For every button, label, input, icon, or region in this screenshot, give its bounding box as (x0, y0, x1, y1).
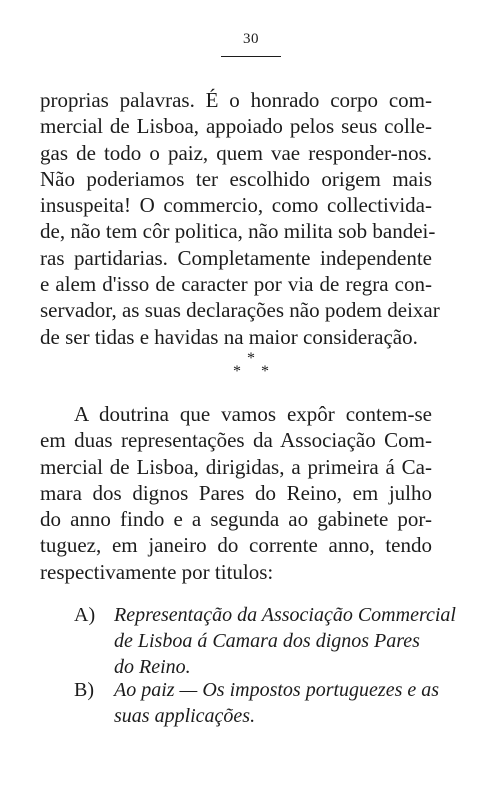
title-line: Representação da Associação Commercial (114, 604, 456, 626)
asterism-divider (0, 352, 502, 378)
title-line: do Reino. (114, 656, 191, 678)
text-line: insuspeita! O commercio, como collectivida- (40, 193, 432, 218)
header-rule (221, 56, 281, 57)
text-line: servador, as suas declarações não podem deixar (40, 298, 440, 323)
text-line: mara dos dignos Pares do Reino, em julho (40, 480, 432, 505)
asterism-bottom: * * (233, 363, 269, 380)
text-line: e alem d'isso de caracter por via de regra con- (40, 272, 432, 297)
paragraph-2 (40, 401, 432, 585)
page-number: 30 (243, 31, 259, 47)
list-marker: B) (74, 679, 94, 701)
text-line: mercial de Lisboa, appoiado pelos seus colle- (40, 114, 432, 139)
list-marker: A) (74, 604, 96, 626)
list-item-title (114, 677, 440, 729)
text-line: em duas representações da Associação Com- (40, 428, 432, 453)
title-line: de Lisboa á Camara dos dignos Pares (114, 630, 420, 652)
text-line: Não poderiamos ter escolhido origem mais (40, 166, 432, 191)
text-line: A doutrina que vamos expôr contem-se (74, 402, 432, 426)
title-line: Ao paiz — Os impostos portuguezes e as (114, 679, 440, 701)
text-line: de ser tidas e havidas na maior consideração. (40, 324, 418, 349)
text-line: mercial de Lisboa, dirigidas, a primeira á Ca- (40, 454, 432, 479)
title-line: suas applicações. (114, 705, 256, 727)
text-line: proprias palavras. É o honrado corpo com- (40, 88, 432, 112)
text-line: gas de todo o paiz, quem vae responder-nos. (40, 140, 432, 165)
text-line: do anno findo e a segunda ao gabinete por- (40, 507, 432, 532)
asterism-top: * (247, 350, 255, 367)
text-line: tuguez, em janeiro do corrente anno, tendo (40, 533, 432, 558)
text-line: ras partidarias. Completamente independente (40, 245, 432, 270)
paragraph-1 (40, 87, 440, 350)
text-line: respectivamente por titulos: (40, 559, 274, 584)
list-item-title (114, 602, 456, 680)
text-line: de, não tem côr politica, não milita sob bandei- (40, 219, 436, 244)
